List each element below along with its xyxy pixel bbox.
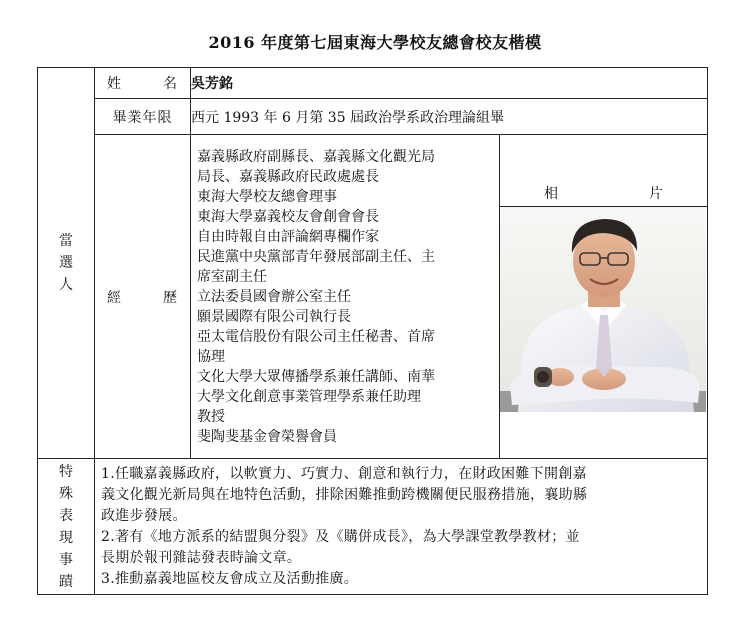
- achievement-line: 2.著有《地方派系的結盟與分裂》及《購併成長》，為大學課堂教學教材；並: [101, 528, 580, 545]
- experience-line: 局長、嘉義縣政府民政處處長: [197, 168, 379, 185]
- experience-line: 嘉義縣政府副縣長、嘉義縣文化觀光局: [197, 148, 435, 165]
- experience-label: 經 歷: [95, 135, 191, 459]
- special-achievements-cell: [95, 459, 708, 595]
- special-achievements-list: [95, 462, 707, 592]
- name-value: 吳芳銘: [191, 68, 708, 99]
- special-section-label: 特 殊 表 現 事 蹟: [38, 459, 95, 595]
- profile-table: [37, 67, 708, 595]
- experience-line: 協理: [197, 348, 225, 365]
- candidate-section-label: 當 選 人: [38, 68, 95, 459]
- experience-line: 斐陶斐基金會榮譽會員: [197, 428, 337, 445]
- candidate-photo: [500, 207, 707, 412]
- experience-line: 文化大學大眾傳播學系兼任講師、南華: [197, 368, 435, 385]
- experience-line: 教授: [197, 408, 225, 425]
- experience-list: [191, 145, 499, 449]
- experience-line: 民進黨中央黨部青年發展部副主任、主: [197, 248, 435, 265]
- achievement-line: 1.任職嘉義縣政府，以軟實力、巧實力、創意和執行力，在財政困難下開創嘉: [101, 465, 587, 482]
- achievement-line: 3.推動嘉義地區校友會成立及活動推廣。: [101, 570, 359, 587]
- document-title: 2016 年度第七屆東海大學校友總會校友楷模: [208, 33, 542, 52]
- photo-cell: [500, 135, 708, 459]
- achievement-line: 政進步發展。: [101, 507, 187, 524]
- experience-line: 自由時報自由評論網專欄作家: [197, 228, 379, 245]
- achievement-line: 長期於報刊雜誌發表時論文章。: [101, 549, 302, 566]
- experience-line: 席室副主任: [197, 268, 267, 285]
- experience-line: 願景國際有限公司執行長: [197, 308, 351, 325]
- portrait-illustration: [500, 207, 706, 412]
- experience-cell: [191, 135, 500, 459]
- graduation-label: 畢業年限: [95, 99, 191, 135]
- experience-line: 東海大學校友總會理事: [197, 188, 337, 205]
- photo-label: 相 片: [500, 182, 707, 207]
- experience-line: 立法委員國會辦公室主任: [197, 288, 351, 305]
- experience-line: 大學文化創意事業管理學系兼任助理: [197, 388, 421, 405]
- experience-line: 亞太電信股份有限公司主任秘書、首席: [197, 328, 435, 345]
- experience-line: 東海大學嘉義校友會創會會長: [197, 208, 379, 225]
- achievement-line: 義文化觀光新局與在地特色活動，排除困難推動跨機關便民服務措施，襄助縣: [101, 486, 588, 503]
- graduation-value: 西元 1993 年 6 月第 35 屆政治學系政治理論組畢: [191, 99, 708, 135]
- name-label: 姓 名: [95, 68, 191, 99]
